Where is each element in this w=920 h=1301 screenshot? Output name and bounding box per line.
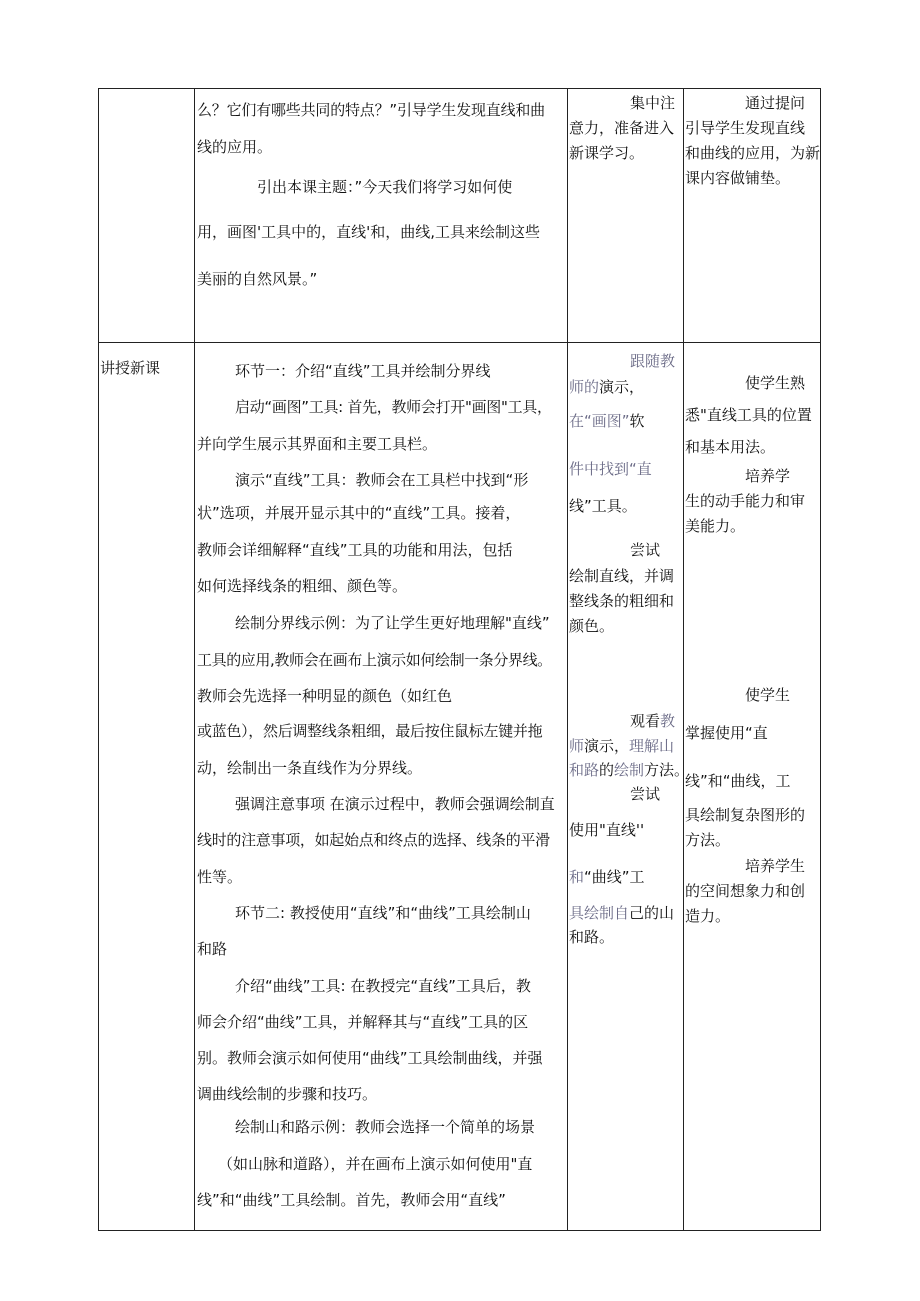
student-line: 线”工具。 — [569, 497, 637, 515]
student-line: 师演示，理解山 — [569, 737, 675, 755]
table-bottom-border — [98, 1230, 821, 1231]
student-line: 在“画图”软 — [569, 412, 645, 430]
student-line: 使用"直线'' — [569, 821, 645, 839]
student-line: 观看教 — [630, 712, 676, 730]
intent-line: 通过提问 — [745, 94, 806, 112]
intent-line: 方法。 — [685, 831, 731, 849]
student-line: 集中注 — [630, 94, 676, 112]
content-line: 强调注意事项 在演示过程中，教师会强调绘制直 — [235, 795, 555, 813]
content-line: 教师会先选择一种明显的颜色（如红色 — [197, 687, 453, 705]
content-line: 工具的应用,教师会在画布上演示如何绘制一条分界线。 — [197, 651, 552, 669]
content-line: 线时的注意事项，如起始点和终点的选择、线条的平滑 — [197, 831, 550, 849]
intent-line: 具绘制复杂图形的 — [685, 806, 806, 824]
content-line: 状”选项，并展开显示其中的“直线”工具。接着， — [197, 504, 521, 522]
intent-line: 培养学生 — [745, 857, 806, 875]
student-line: 整线条的粗细和 — [569, 592, 675, 610]
intent-line: 美能力。 — [685, 517, 746, 535]
content-line: 么？它们有哪些共同的特点？”引导学生发现直线和曲 — [197, 101, 545, 119]
student-line: 件中找到“直 — [569, 460, 652, 478]
student-line: 绘制直线，并调 — [569, 567, 675, 585]
content-line: 线的应用。 — [197, 138, 273, 156]
student-line: 新课学习。 — [569, 144, 645, 162]
col-border-student — [683, 88, 684, 1231]
student-line: 具绘制自己的山 — [569, 904, 675, 922]
content-line: 或蓝色），然后调整线条粗细，最后按住鼠标左键并拖 — [197, 722, 543, 740]
content-line: 演示“直线”工具：教师会在工具栏中找到“形 — [235, 471, 529, 489]
content-line: 教师会详细解释“直线”工具的功能和用法，包括 — [197, 541, 513, 559]
intent-line: 生的动手能力和审 — [685, 492, 806, 510]
intent-line: 培养学 — [745, 467, 791, 485]
col-border-stage — [194, 88, 195, 1231]
intent-line: 使学生 — [745, 686, 791, 704]
intent-line: 和曲线的应用，为新 — [685, 144, 821, 162]
content-line: 引出本课主题：”今天我们将学习如何使 — [257, 178, 513, 196]
content-line: 如何选择线条的粗细、颜色等。 — [197, 577, 408, 595]
student-line: 尝试 — [630, 785, 661, 803]
content-line: （如山脉和道路），并在画布上演示如何使用"直 — [218, 1155, 533, 1173]
intent-line: 使学生熟 — [745, 374, 806, 392]
intent-line: 课内容做铺垫。 — [685, 169, 791, 187]
content-line: 美丽的自然风景。” — [197, 270, 318, 288]
student-line: 师的演示， — [569, 378, 645, 396]
intent-line: 掌握使用“直 — [685, 724, 768, 742]
student-line: 颜色。 — [569, 617, 615, 635]
content-line: 绘制分界线示例：为了让学生更好地理解"直线” — [235, 614, 550, 632]
content-line: 性等。 — [197, 868, 243, 886]
content-line: 环节一：介绍“直线”工具并绘制分界线 — [235, 362, 491, 380]
content-line: 调曲线绘制的步骤和技巧。 — [197, 1085, 378, 1103]
content-line: 环节二: 教授使用“直线”和“曲线”工具绘制山 — [235, 904, 531, 922]
intent-line: 引导学生发现直线 — [685, 119, 806, 137]
student-line: 和路。 — [569, 928, 615, 946]
intent-line: 和基本用法。 — [685, 438, 776, 456]
content-line: 用，画图'工具中的，直线'和，曲线,工具来绘制这些 — [197, 223, 541, 241]
col-border-left — [98, 88, 99, 1231]
content-line: 启动“画图”工具: 首先，教师会打开"画图"工具， — [235, 398, 552, 416]
stage-label: 讲授新课 — [100, 359, 161, 377]
intent-line: 的空间想象力和创 — [685, 882, 806, 900]
intent-line: 造力。 — [685, 907, 731, 925]
student-line: 和路的绘制方法。 — [569, 761, 690, 779]
content-line: 介绍“曲线”工具: 在教授完“直线”工具后，教 — [235, 977, 531, 995]
student-line: 跟随教 — [630, 352, 676, 370]
content-line: 线”和“曲线”工具绘制。首先，教师会用“直线” — [197, 1191, 506, 1209]
col-border-content — [567, 88, 568, 1231]
content-line: 师会介绍“曲线”工具，并解释其与“直线”工具的区 — [197, 1013, 529, 1031]
student-line: 和“曲线”工 — [569, 868, 645, 886]
content-line: 别。教师会演示如何使用“曲线”工具绘制曲线，并强 — [197, 1049, 543, 1067]
student-line: 意力，准备进入 — [569, 119, 675, 137]
intent-line: 悉"直线工具的位置 — [685, 406, 812, 424]
col-border-right — [820, 88, 821, 1231]
content-line: 动，绘制出一条直线作为分界线。 — [197, 759, 423, 777]
content-line: 绘制山和路示例：教师会选择一个简单的场景 — [235, 1118, 536, 1136]
intent-line: 线”和“曲线，工 — [685, 772, 791, 790]
content-line: 并向学生展示其界面和主要工具栏。 — [197, 435, 438, 453]
student-line: 尝试 — [630, 541, 661, 559]
content-line: 和路 — [197, 940, 228, 958]
table-top-border — [98, 88, 821, 89]
row-divider — [98, 342, 821, 343]
